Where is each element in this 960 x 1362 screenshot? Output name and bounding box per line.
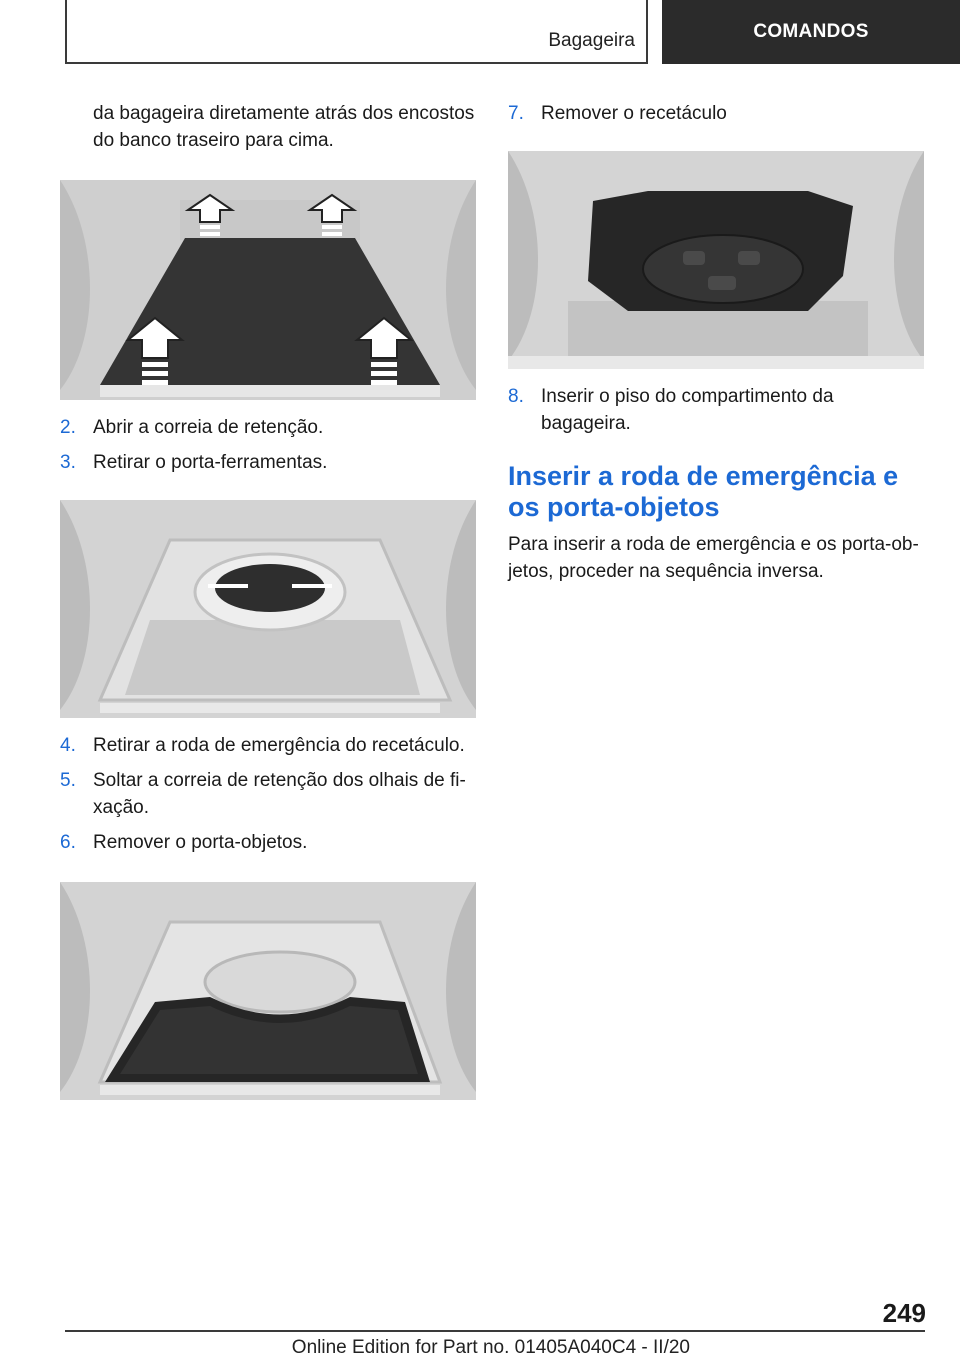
list-item: [60, 449, 480, 476]
step-text: Remover o porta-objetos.: [93, 832, 308, 853]
section-paragraph: Para inserir a roda de emergência e os porta-ob-jetos, proceder na sequência inversa.: [508, 534, 919, 582]
page-number: 249: [882, 1298, 926, 1328]
left-column: [60, 100, 480, 1100]
edition-line: Online Edition for Part no. 01405A040C4 - II/20: [291, 1337, 690, 1358]
section-title: Bagageira: [548, 30, 635, 51]
list-item: [60, 829, 480, 856]
step-text: Abrir a correia de retenção.: [93, 417, 324, 438]
trunk-floor-lift-illustration: [60, 180, 476, 400]
list-item: [60, 414, 480, 441]
step-text: Retirar o porta-ferramentas.: [93, 452, 328, 473]
step-number: 4.: [60, 735, 76, 756]
step-number: 7.: [508, 103, 524, 124]
storage-tray-removal-illustration: [60, 882, 476, 1100]
step-text: Retirar a roda de emergência do recetáculo.: [93, 735, 465, 756]
footer-divider: [65, 1330, 925, 1332]
step-number: 3.: [60, 452, 76, 473]
list-item: [60, 767, 480, 821]
list-item: [508, 100, 928, 127]
spare-wheel-well-illustration: [60, 500, 476, 718]
chapter-tab: COMANDOS: [662, 0, 960, 64]
step-text: Remover o recetáculo: [541, 103, 727, 124]
receptacle-removal-illustration: [508, 151, 924, 369]
intro-text: da bagageira diretamente atrás dos encostos do banco traseiro para cima.: [93, 103, 475, 151]
step-number: 2.: [60, 417, 76, 438]
step-number: 6.: [60, 832, 76, 853]
steps-list-a: [60, 414, 480, 476]
list-item: [60, 732, 480, 759]
list-item: [508, 383, 928, 437]
steps-list-b: [60, 732, 480, 856]
step-number: 5.: [60, 770, 76, 791]
step-number: 8.: [508, 386, 524, 407]
step-text: Inserir o piso do compartimento da bagageira.: [541, 386, 834, 434]
section-heading: Inserir a roda de emergência e os porta-objetos: [508, 461, 899, 522]
step-text: Soltar a correia de retenção dos olhais de fi-xação.: [93, 770, 466, 818]
right-column: [508, 100, 928, 585]
